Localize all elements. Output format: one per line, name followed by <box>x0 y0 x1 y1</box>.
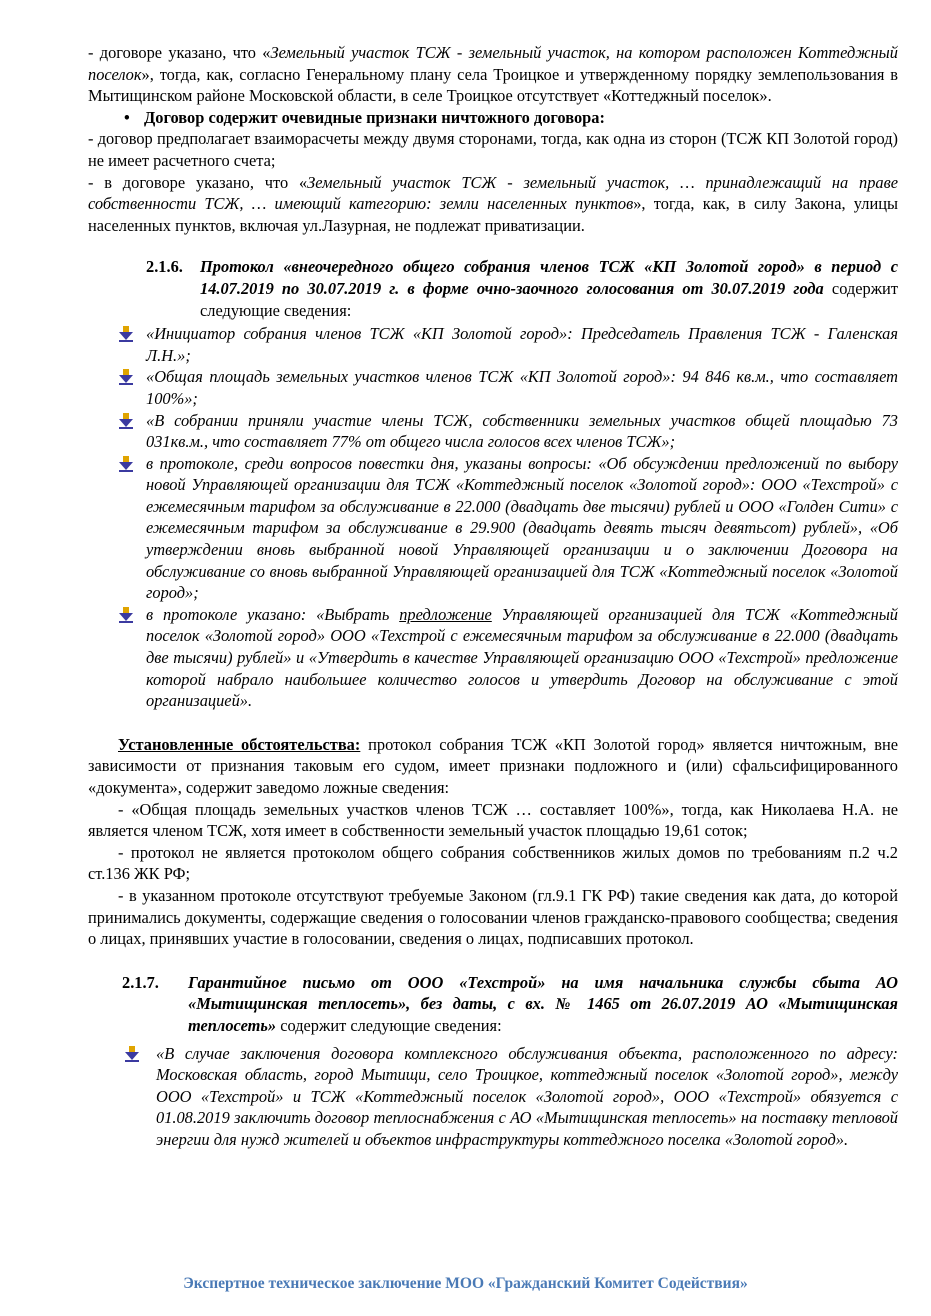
bullet-heading: • Договор содержит очевидные признаки ничтожного договора: <box>88 107 898 129</box>
arrow-down-icon <box>124 1046 140 1062</box>
underlined-word: предложение <box>399 604 492 624</box>
list-item-text: в протоколе, среди вопросов повестки дня, указаны вопросы: «Об обсуждении предложений по выбору новой Управляющей организации для ТСЖ «Коттеджный поселок «Золотой город»: ООО «Техстрой» с ежемесячным тарифом за обслуживание в 22.000 (двадцать две тысячи) рублей и ООО «Голден Сити» с ежемесячным тарифом за обслуживание в 29.900 (двадцать девять тысяч девятьсот) рублей», «Об утверждении вновь выбранной новой Управляющей организации и о заключении Договора на обслуживание со вновь выбранной Управляющей организацией для ТСЖ «Коттеджный поселок «Золотой город»; <box>146 453 898 603</box>
text: », тогда, как, в силу Закона, улицы населенных пунктов, включая ул.Лазурная, не подлежат приватизации. <box>88 194 898 235</box>
document-page <box>88 42 898 1151</box>
section-2-1-6 <box>88 256 898 321</box>
paragraph-fact-protocol: - протокол не является протоколом общего собрания собственников жилых домов по требованиям п.2 ч.2 ст.136 ЖК РФ; <box>88 842 898 884</box>
section-title-tail: содержит следующие сведения: <box>276 1015 502 1035</box>
section-number: 2.1.7. <box>122 972 159 992</box>
paragraph-facts <box>88 734 898 799</box>
list-item-text: в протоколе указано: «Выбрать <box>146 604 400 624</box>
paragraph-fact-missing: - в указанном протоколе отсутствуют требуемые Законом (гл.9.1 ГК РФ) такие сведения как дата, до которой принимались документы, содержащие сведения о голосовании членов гражданско-правового сообщества; сведения о лицах, принявших участие в голосовании, сведения о лицах, подписавших протокол. <box>88 885 898 949</box>
list-item <box>88 453 898 604</box>
arrow-down-icon <box>118 456 134 472</box>
list-item <box>88 604 898 712</box>
page-footer: Экспертное техническое заключение МОО «Гражданский Комитет Содействия» <box>183 1275 748 1292</box>
section-number: 2.1.6. <box>146 257 183 277</box>
facts-label: Установленные обстоятельства: <box>118 734 361 754</box>
text: - договоре указано, что « <box>88 43 271 62</box>
list-item <box>88 323 898 366</box>
list-item-text: «В случае заключения договора комплексного обслуживания объекта, расположенного по адресу: Московская область, город Мытищи, село Троицкое, коттеджный поселок «Золотой город», между ООО «Техстрой» и ТСЖ «Коттеджный поселок «Золотой город», ООО «Техстрой» обязуется с 01.08.2019 заключить договор теплоснабжения с АО «Мытищинская теплосеть» на поставку тепловой энергии для нужд жителей и объектов инфраструктуры коттеджного поселка «Золотой город». <box>156 1043 898 1149</box>
list-item-text: «Общая площадь земельных участков членов ТСЖ «КП Золотой город»: 94 846 кв.м., что составляет 100%»; <box>146 367 898 408</box>
list-item-text: «В собрании приняли участие члены ТСЖ, собственники земельных участков общей площадью 73 031кв.м., что составляет 77% от общего числа голосов всех членов ТСЖ»; <box>146 410 898 452</box>
arrow-down-icon <box>118 369 134 385</box>
paragraph-accounts: - договор предполагает взаиморасчеты между двумя сторонами, тогда, как одна из сторон (ТСЖ КП Золотой город) не имеет расчетного счета; <box>88 129 898 170</box>
arrow-down-icon <box>118 413 134 429</box>
paragraph-settlement <box>88 42 898 107</box>
section-title: Гарантийное письмо от ООО «Техстрой» на имя начальника службы сбыта АО «Мытищинская теплосеть», без даты, с вх. № 1465 от 26.07.2019 АО «Мытищинская теплосеть» <box>188 972 898 1035</box>
quote: Земельный участок ТСЖ - земельный участок, на котором расположен Коттеджный поселок <box>88 43 898 84</box>
section-title-tail: содержит следующие сведения: <box>200 278 898 320</box>
text: протокол собрания ТСЖ «КП Золотой город» является ничтожным, вне зависимости от признания таковым его судом, имеет признаки подложного и (или) сфальсифицированного «документа», содержит заведомо ложные сведения: <box>88 734 898 797</box>
paragraph-fact-area: - «Общая площадь земельных участков членов ТСЖ … составляет 100%», тогда, как Николаева Н.А. не является членом ТСЖ, хотя имеет в собственности земельный участок площадью 19,61 соток; <box>88 799 898 841</box>
arrow-down-icon <box>118 607 134 623</box>
list-item <box>88 366 898 409</box>
text: », тогда, как, согласно Генеральному плану села Троицкое и утвержденному порядку землепользования в Мытищинском районе Московской области, в селе Троицкое отсутствует «Коттеджный поселок». <box>88 64 898 106</box>
list-item-text: Управляющей организацией для ТСЖ «Коттеджный поселок «Золотой город» ООО «Техстрой с ежемесячным тарифом за обслуживание в 22.000 (двадцать две тысячи) рублей» и «Утвердить в качестве Управляющей организацию ООО «Техстрой» предложение которой набрало наибольшее количество голосов и утвердить Договор на обслуживание с этой организацией». <box>146 604 899 711</box>
text: - в договоре указано, что « <box>88 172 308 192</box>
paragraph-land <box>88 172 898 237</box>
list-item <box>88 1043 898 1151</box>
section-title: Протокол «внеочередного общего собрания членов ТСЖ «КП Золотой город» в период с 14.07.2019 по 30.07.2019 г. в форме очно-заочного голосования от 30.07.2019 года <box>200 257 898 298</box>
list-item-text: «Инициатор собрания членов ТСЖ «КП Золотой город»: Председатель Правления ТСЖ - Галенская Л.Н.»; <box>146 324 898 365</box>
list-item <box>88 410 898 453</box>
quote: Земельный участок ТСЖ - земельный участок, … принадлежащий на праве собственности ТСЖ, … имеющий категорию: земли населенных пунктов <box>88 172 898 214</box>
section-2-1-7 <box>88 972 898 1037</box>
arrow-down-icon <box>118 326 134 342</box>
